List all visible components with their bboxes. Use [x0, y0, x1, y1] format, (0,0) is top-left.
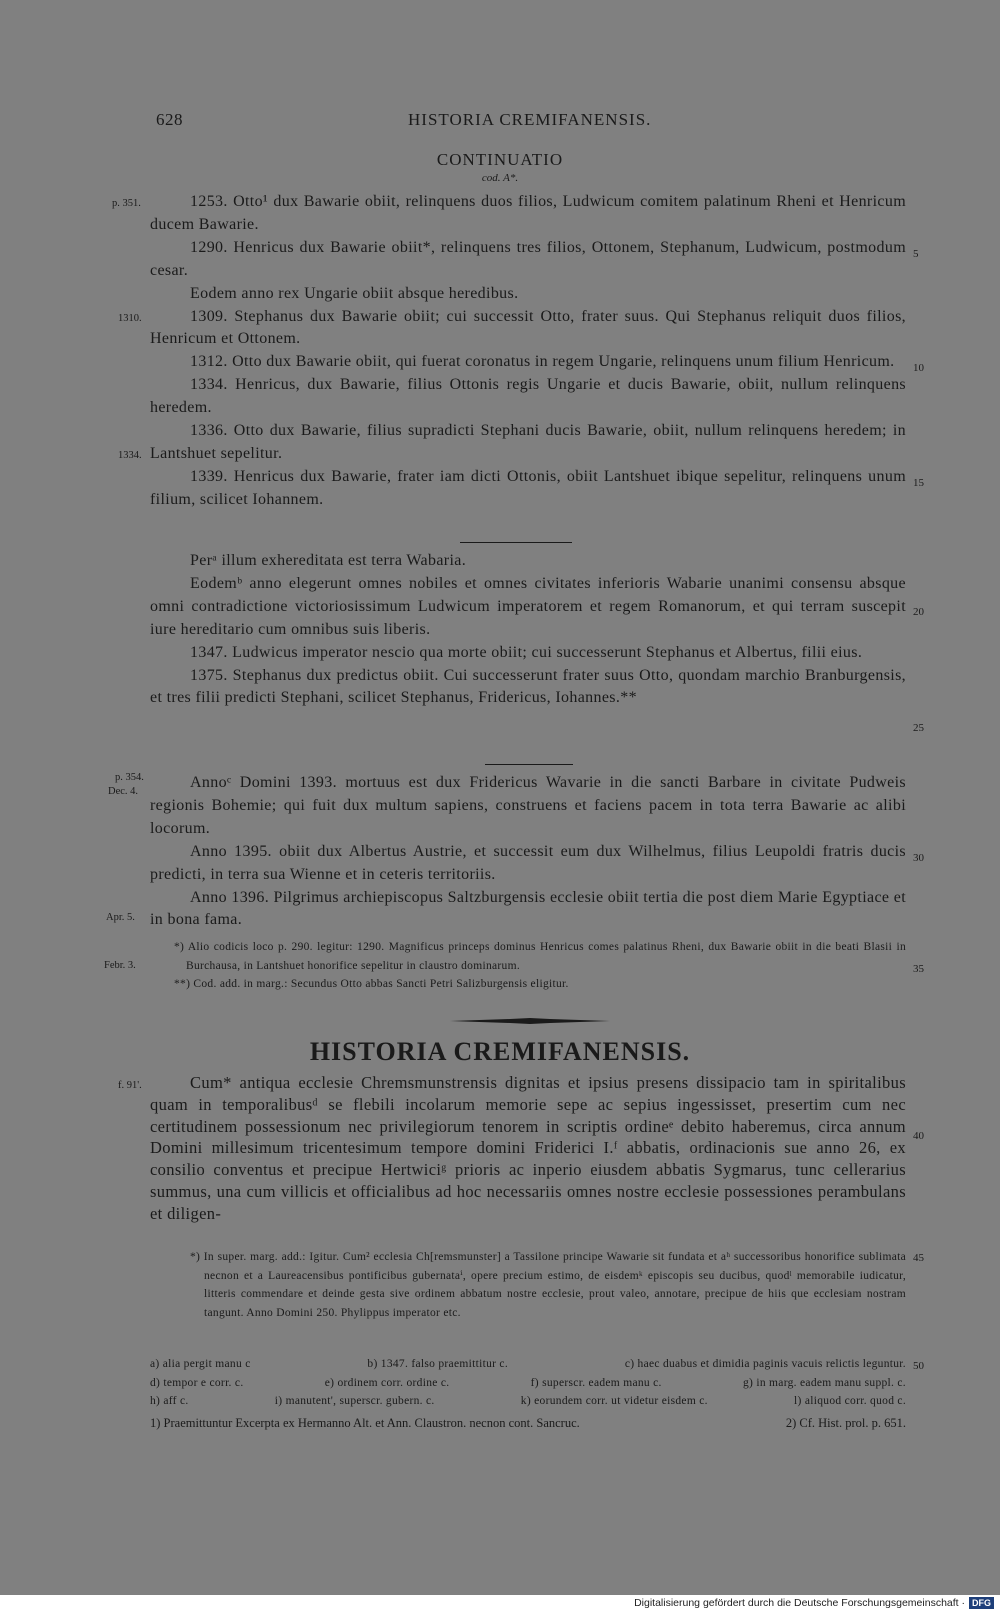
footnote: **) Cod. add. in marg.: Secundus Otto abbas Sancti Petri Salizburgensis eligitur.: [174, 978, 569, 990]
margin-note: Apr. 5.: [106, 912, 135, 923]
apparatus-note: f) superscr. eadem manu c.: [530, 1376, 662, 1389]
paragraph: 1253. Otto¹ dux Bawarie obiit, relinquens duos filios, Ludwicum comitem palatinum Rheni et Henricum ducem Bawarie.: [150, 193, 906, 233]
line-number: 20: [913, 606, 924, 618]
annals-block-2: [150, 550, 906, 710]
history-text: [150, 1072, 906, 1225]
paragraph: 1312. Otto dux Bawarie obiit, qui fuerat coronatus in regem Ungarie, relinquens unum filium Henricum.: [190, 353, 895, 371]
footnote-history: [150, 1248, 906, 1322]
editor-note: 2) Cf. Hist. prol. p. 651.: [785, 1416, 906, 1430]
apparatus-note: a) alia pergit manu c: [150, 1358, 251, 1370]
paragraph: Perᵃ illum exhereditata est terra Wabaria.: [190, 552, 467, 569]
paragraph: Anno 1396. Pilgrimus archiepiscopus Saltzburgensis ecclesie obiit tertia die post diem Marie Egyptiace et in bona fama.: [150, 888, 906, 929]
apparatus-note: b) 1347. falso praemittitur c.: [367, 1358, 508, 1370]
margin-note: p. 354.: [115, 772, 144, 783]
apparatus-note: d) tempor e corr. c.: [150, 1376, 244, 1389]
title-ornament: [450, 1018, 610, 1024]
credit-text: Digitalisierung gefördert durch die Deutsche Forschungsgemeinschaft ·: [634, 1597, 965, 1609]
separator-rule: [485, 764, 573, 765]
line-number: 50: [913, 1360, 924, 1372]
apparatus-row: [150, 1355, 906, 1374]
line-number: 45: [913, 1252, 924, 1264]
footnote: *) In super. marg. add.: Igitur. Cum² ecclesia Ch[remsmunster] a Tassilone principe Wawarie sit fundata et aʰ successoribus honorifice sublimata necnon et a Laureacensibus pontificibus gubernataⁱ, opere precium estimo, de eisdemᵏ episcopis seu ducibus, quodˡ memorabile iudicatur, litteris commendare et deinde gesta sive ordinem abbatum nostre ecclesie, prout valeo, annotare, precipue de hiis que ecclesiam nostram tangunt. Anno Domini 250. Phylippus imperator etc.: [190, 1251, 906, 1319]
apparatus-note: i) manutent', superscr. gubern. c.: [274, 1395, 435, 1407]
margin-note: 1310.: [118, 313, 142, 324]
critical-apparatus: [150, 1355, 906, 1411]
footnotes-continuatio: [150, 938, 906, 994]
paragraph: Cum* antiqua ecclesie Chremsmunstrensis dignitas et ipsius presens dissipacio tam in spiritalibus quam in temporalibusᵈ se flebili incolarum memorie sepe ac sepius ingessisset, presertim cum nec certitudinem possessionum nec privilegiorum tenorem in scriptis ordineᵉ debito haberemus, circa annum Domini millesimum tricentesimum tempore domini Friderici I.ᶠ abbatis, ordinacionis sue anno 26, ex consilio conventus et precipue Hertwiciᵍ prioris ac inperio eiusdem abbatis Sygmarus, tunc cellerarius summus, una cum villicis et officialibus ad hoc necessariis omnes nostre ecclesie possessiones perambulans et diligen-: [150, 1073, 906, 1223]
annals-block-1: [150, 191, 906, 512]
line-number: 35: [913, 963, 924, 975]
apparatus-note: g) in marg. eadem manu suppl. c.: [742, 1376, 906, 1389]
paragraph: Eodem anno rex Ungarie obiit absque heredibus.: [190, 284, 519, 302]
paragraph: Annoᶜ Domini 1393. mortuus est dux Fridericus Wavarie in die sancti Barbare in civitate Pudweis regionis Bohemie; qui fuit dux multum sapiens, construens et faciens pacem in tota terra Bawarie ac alibi locorum.: [150, 774, 906, 837]
footnote: *) Alio codicis loco p. 290. legitur: 1290. Magnificus princeps dominus Henricus comes palatinus Rheni, dux Bawarie obiit in die beati Blasii in Burchausa, in Lantshuet honorifice sepelitur in claustro dominarum.: [174, 941, 906, 972]
apparatus-note: e) ordinem corr. ordine c.: [324, 1376, 450, 1389]
margin-note: 1334.: [118, 450, 142, 461]
dfg-logo: DFG: [969, 1597, 994, 1609]
paragraph: 1309. Stephanus dux Bawarie obiit; cui successit Otto, frater suus. Qui Stephanus reliquit duos filios, Henricum et Ottonem.: [150, 307, 906, 348]
codex-note: cod. A*.: [481, 172, 519, 184]
line-number: 5: [913, 248, 919, 260]
main-title: HISTORIA CREMIFANENSIS.: [309, 1037, 691, 1066]
paragraph: 1290. Henricus dux Bawarie obiit*, relinquens tres filios, Ottonem, Stephanum, Ludwicum, postmodum cesar.: [150, 238, 906, 279]
apparatus-note: h) aff c.: [150, 1395, 189, 1407]
line-number: 10: [913, 362, 924, 374]
editor-notes: [150, 1416, 906, 1431]
margin-note: Febr. 3.: [104, 960, 136, 971]
margin-note: p. 351.: [112, 198, 141, 209]
apparatus-row: [150, 1374, 906, 1393]
paragraph: 1375. Stephanus dux predictus obiit. Cui successerunt frater suus Otto, quondam marchio Branburgensis, et tres filii predicti Stephani, scilicet Stephanus, Fridericus, Iohannes.**: [150, 666, 906, 707]
digitization-credit: [634, 1597, 994, 1609]
section-title: CONTINUATIO: [436, 150, 564, 169]
line-number: 15: [913, 477, 924, 489]
line-number: 30: [913, 852, 924, 864]
paragraph: 1336. Otto dux Bawarie, filius supradicti Stephani ducis Bawarie, obiit, nullum relinquens heredem; in Lantshuet sepelitur.: [150, 422, 906, 462]
paragraph: 1334. Henricus, dux Bawarie, filius Ottonis regis Ungarie et ducis Bawarie, obiit, nullum relinquens heredem.: [150, 376, 906, 417]
page-number: 628: [156, 110, 183, 129]
running-title: HISTORIA CREMIFANENSIS.: [408, 110, 652, 129]
apparatus-note: k) eorundem corr. ut videtur eisdem c.: [520, 1395, 708, 1407]
annals-block-3: [150, 772, 906, 932]
line-number: 25: [913, 722, 924, 734]
line-number: 40: [913, 1130, 924, 1142]
paragraph: Anno 1395. obiit dux Albertus Austrie, et successit eum dux Wilhelmus, filius Leupoldi fratris ducis predicti, in terra sua Wienne et in ceteris territoriis.: [150, 842, 906, 883]
apparatus-row: [150, 1392, 906, 1411]
paragraph: Eodemᵇ anno elegerunt omnes nobiles et omnes civitates inferioris Wabarie unanimi consensu absque omni contradictione victoriosissimum Ludwicum imperatorem et regem Romanorum, et qui terram suscepit iure hereditario cum omnibus suis liberis.: [150, 574, 906, 638]
apparatus-note: c) haec duabus et dimidia paginis vacuis relictis leguntur.: [624, 1358, 906, 1370]
apparatus-note: l) aliquod corr. quod c.: [794, 1395, 906, 1407]
separator-rule: [460, 542, 572, 543]
paragraph: 1339. Henricus dux Bawarie, frater iam dicti Ottonis, obiit Lantshuet ibique sepelitur, relinquens unum filium, scilicet Iohannem.: [150, 467, 906, 508]
editor-note: 1) Praemittuntur Excerpta ex Hermanno Alt. et Ann. Claustron. necnon cont. Sancruc.: [150, 1416, 580, 1430]
margin-note: f. 91'.: [118, 1080, 142, 1091]
margin-note: Dec. 4.: [108, 786, 139, 797]
paragraph: 1347. Ludwicus imperator nescio qua morte obiit; cui successerunt Stephanus et Albertus, filii eius.: [190, 643, 863, 661]
